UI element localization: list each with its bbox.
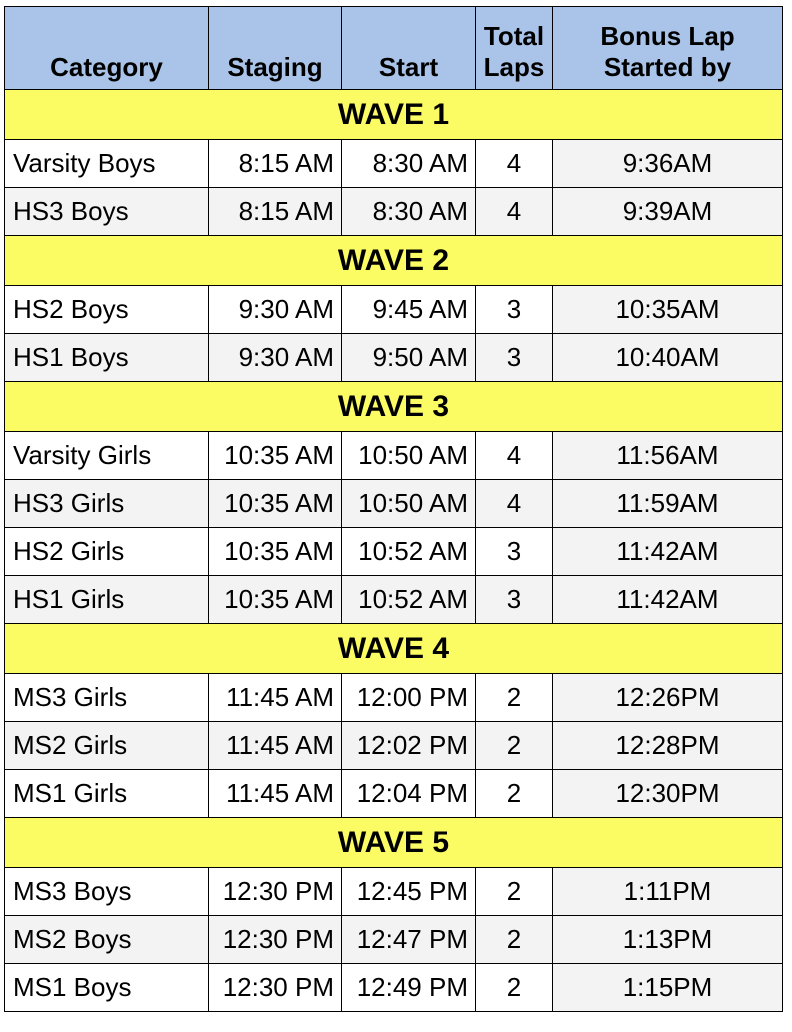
laps-cell: 4 <box>476 140 553 188</box>
laps-cell: 4 <box>476 480 553 528</box>
header-bonus-lap-line2: Started by <box>603 52 732 82</box>
laps-cell: 3 <box>476 528 553 576</box>
table-row <box>5 868 783 916</box>
table-row <box>5 528 783 576</box>
start-cell: 8:30 AM <box>342 188 476 236</box>
table-row <box>5 188 783 236</box>
table-row <box>5 770 783 818</box>
table-row <box>5 674 783 722</box>
start-cell: 12:47 PM <box>342 916 476 964</box>
header-row <box>5 7 783 90</box>
category-cell: Varsity Boys <box>5 140 209 188</box>
wave-row <box>5 624 783 674</box>
category-cell: HS1 Girls <box>5 576 209 624</box>
start-cell: 10:50 AM <box>342 480 476 528</box>
table-row <box>5 480 783 528</box>
staging-cell: 10:35 AM <box>209 528 342 576</box>
wave-label: WAVE 2 <box>5 236 783 286</box>
schedule-body <box>5 90 783 1012</box>
bonus-cell: 11:42AM <box>553 528 783 576</box>
start-cell: 10:52 AM <box>342 576 476 624</box>
laps-cell: 3 <box>476 576 553 624</box>
bonus-cell: 10:40AM <box>553 334 783 382</box>
laps-cell: 2 <box>476 770 553 818</box>
staging-cell: 9:30 AM <box>209 286 342 334</box>
start-cell: 9:45 AM <box>342 286 476 334</box>
table-row <box>5 286 783 334</box>
category-cell: HS2 Girls <box>5 528 209 576</box>
laps-cell: 4 <box>476 432 553 480</box>
start-cell: 12:00 PM <box>342 674 476 722</box>
laps-cell: 2 <box>476 964 553 1012</box>
laps-cell: 2 <box>476 674 553 722</box>
bonus-cell: 11:42AM <box>553 576 783 624</box>
header-bonus-lap <box>553 7 783 90</box>
laps-cell: 2 <box>476 722 553 770</box>
wave-row <box>5 90 783 140</box>
table-row <box>5 964 783 1012</box>
table-row <box>5 576 783 624</box>
table-row <box>5 432 783 480</box>
laps-cell: 3 <box>476 286 553 334</box>
bonus-cell: 9:36AM <box>553 140 783 188</box>
wave-label: WAVE 5 <box>5 818 783 868</box>
category-cell: MS2 Girls <box>5 722 209 770</box>
bonus-cell: 12:30PM <box>553 770 783 818</box>
laps-cell: 2 <box>476 916 553 964</box>
header-start: Start <box>342 7 476 90</box>
start-cell: 12:04 PM <box>342 770 476 818</box>
category-cell: HS1 Boys <box>5 334 209 382</box>
bonus-cell: 12:26PM <box>553 674 783 722</box>
table-row <box>5 916 783 964</box>
staging-cell: 11:45 AM <box>209 722 342 770</box>
wave-row <box>5 818 783 868</box>
start-cell: 12:02 PM <box>342 722 476 770</box>
start-cell: 10:50 AM <box>342 432 476 480</box>
header-staging: Staging <box>209 7 342 90</box>
header-total-laps-line2: Laps <box>483 52 545 82</box>
table-row <box>5 334 783 382</box>
wave-label: WAVE 3 <box>5 382 783 432</box>
category-cell: MS1 Girls <box>5 770 209 818</box>
header-category: Category <box>5 7 209 90</box>
header-bonus-lap-line1: Bonus Lap <box>600 21 735 51</box>
category-cell: MS3 Boys <box>5 868 209 916</box>
bonus-cell: 11:56AM <box>553 432 783 480</box>
table-row <box>5 722 783 770</box>
laps-cell: 2 <box>476 868 553 916</box>
staging-cell: 11:45 AM <box>209 674 342 722</box>
staging-cell: 12:30 PM <box>209 964 342 1012</box>
staging-cell: 12:30 PM <box>209 868 342 916</box>
start-cell: 10:52 AM <box>342 528 476 576</box>
staging-cell: 10:35 AM <box>209 576 342 624</box>
header-total-laps <box>476 7 553 90</box>
bonus-cell: 1:13PM <box>553 916 783 964</box>
start-cell: 12:45 PM <box>342 868 476 916</box>
staging-cell: 8:15 AM <box>209 140 342 188</box>
laps-cell: 3 <box>476 334 553 382</box>
staging-cell: 9:30 AM <box>209 334 342 382</box>
wave-label: WAVE 4 <box>5 624 783 674</box>
bonus-cell: 11:59AM <box>553 480 783 528</box>
staging-cell: 12:30 PM <box>209 916 342 964</box>
bonus-cell: 1:15PM <box>553 964 783 1012</box>
staging-cell: 10:35 AM <box>209 432 342 480</box>
category-cell: HS3 Boys <box>5 188 209 236</box>
category-cell: MS2 Boys <box>5 916 209 964</box>
laps-cell: 4 <box>476 188 553 236</box>
race-schedule-table <box>4 6 783 1012</box>
table-row <box>5 140 783 188</box>
wave-row <box>5 236 783 286</box>
bonus-cell: 10:35AM <box>553 286 783 334</box>
bonus-cell: 1:11PM <box>553 868 783 916</box>
wave-row <box>5 382 783 432</box>
bonus-cell: 12:28PM <box>553 722 783 770</box>
category-cell: MS1 Boys <box>5 964 209 1012</box>
staging-cell: 11:45 AM <box>209 770 342 818</box>
header-total-laps-line1: Total <box>483 21 545 51</box>
category-cell: HS2 Boys <box>5 286 209 334</box>
start-cell: 9:50 AM <box>342 334 476 382</box>
bonus-cell: 9:39AM <box>553 188 783 236</box>
category-cell: HS3 Girls <box>5 480 209 528</box>
category-cell: MS3 Girls <box>5 674 209 722</box>
wave-label: WAVE 1 <box>5 90 783 140</box>
staging-cell: 8:15 AM <box>209 188 342 236</box>
start-cell: 12:49 PM <box>342 964 476 1012</box>
staging-cell: 10:35 AM <box>209 480 342 528</box>
category-cell: Varsity Girls <box>5 432 209 480</box>
start-cell: 8:30 AM <box>342 140 476 188</box>
